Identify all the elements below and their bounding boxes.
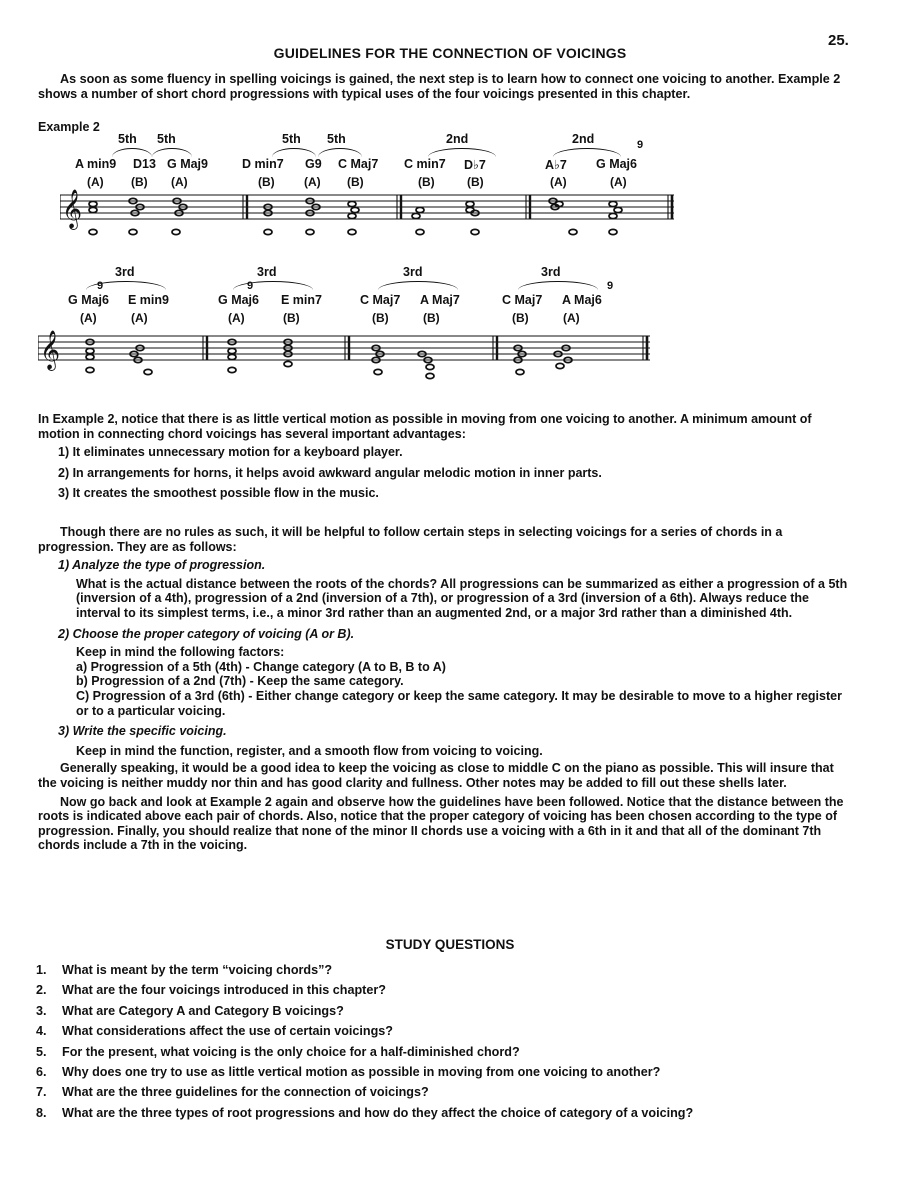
chord-noteheads	[89, 198, 622, 234]
interval-slur	[518, 281, 598, 290]
chord-symbol: E min7	[281, 293, 322, 307]
step-text: Keep in mind the function, register, and a smooth flow from voicing to voicing.	[76, 743, 543, 758]
voicing-category: (B)	[423, 311, 440, 325]
body-section	[38, 412, 852, 501]
question-item: 7. What are the three guidelines for the connection of voicings?	[36, 1085, 429, 1100]
question-item: 2. What are the four voicings introduced in this chapter?	[36, 983, 386, 998]
chord-superscript: 9	[637, 139, 644, 151]
chord-superscript: 9	[247, 280, 254, 292]
paragraph: Though there are no rules as such, it will be helpful to follow certain steps in selecting voicings for a series of chords in a progression. They are as follows:	[38, 525, 783, 554]
question-item: 1. What is meant by the term “voicing chords”?	[36, 963, 333, 977]
paragraph: Now go back and look at Example 2 again and observe how the guidelines have been followed. Notice that the distance between the roots is indicated above each pair of chords. Also, notice that the proper category of voicing has been chosen according to the type of progression. Finally, you should realize that none of the minor II chords use a voicing with a 6th in it and that all of the dominant 7th chords include a 7th in the voicing.	[38, 794, 844, 853]
voicing-category: (A)	[80, 311, 97, 325]
chord-symbol: G Maj6	[596, 157, 637, 171]
example-label: Example 2	[38, 120, 100, 134]
voicing-category: (B)	[467, 175, 484, 189]
voicing-category: (A)	[228, 311, 245, 325]
intro-paragraph: As soon as some fluency in spelling voicings is gained, the next step is to learn how to connect one voicing to another. Example 2 shows a number of short chord progressions with typical uses of the four voicings presented in this chapter.	[38, 72, 841, 101]
step-text: a) Progression of a 5th (4th) - Change category (A to B, B to A)	[76, 659, 446, 674]
question-item: 8. What are the three types of root progressions and how do they affect the choice of category of a voicing?	[36, 1105, 694, 1120]
chord-symbol: A min9	[75, 157, 117, 171]
chord-symbol: G9	[305, 157, 322, 171]
paragraph: In Example 2, notice that there is as little vertical motion as possible in moving from one voicing to another. A minimum amount of motion in connecting chord voicings has several important advantages:	[38, 412, 812, 441]
music-staff-row-1	[60, 185, 680, 245]
voicing-category: (A)	[563, 311, 580, 325]
step-heading: 3) Write the specific voicing.	[58, 724, 227, 739]
list-item: 3) It creates the smoothest possible flow in the music.	[58, 486, 379, 501]
voicing-category: (B)	[283, 311, 300, 325]
interval-slur	[152, 148, 192, 157]
chord-symbol: C Maj7	[502, 293, 543, 307]
voicing-category: (A)	[171, 175, 188, 189]
chord-symbol: A Maj7	[420, 293, 460, 307]
chord-symbol: C min7	[404, 157, 446, 171]
interval-label: 3rd	[115, 265, 135, 279]
chord-symbol: G Maj6	[68, 293, 109, 307]
chord-symbol: A Maj6	[562, 293, 602, 307]
step-text: What is the actual distance between the roots of the chords? All progressions can be summarized as either a progression of a 5th (inversion of a 4th), progression of a 2nd (inversion of a 7th), or progression of a 3rd (inversion of a 6th). Always reduce the interval to its simplest terms, i.e., a minor 3rd rather than an augmented 2nd, or a major 3rd rather than a diminished 4th.	[76, 576, 848, 620]
chord-symbol: A♭7	[545, 158, 567, 172]
question-item: 6. Why does one try to use as little vertical motion as possible in moving from one voicing to another?	[36, 1065, 661, 1080]
music-staff-row-2	[38, 320, 658, 390]
list-item: 1) It eliminates unnecessary motion for a keyboard player.	[58, 445, 403, 460]
chord-symbol: C Maj7	[360, 293, 401, 307]
interval-label: 3rd	[403, 265, 423, 279]
interval-label: 3rd	[541, 265, 561, 279]
steps-section	[38, 525, 852, 853]
voicing-category: (B)	[372, 311, 389, 325]
chord-symbol: E min9	[128, 293, 169, 307]
chord-symbol: C Maj7	[338, 157, 379, 171]
interval-slur	[428, 148, 496, 157]
step-heading: 2) Choose the proper category of voicing (A or B).	[58, 626, 355, 641]
study-questions-title: STUDY QUESTIONS	[385, 937, 515, 952]
interval-slur	[272, 148, 316, 157]
question-item: 4. What considerations affect the use of certain voicings?	[36, 1024, 393, 1039]
interval-label: 5th	[157, 132, 176, 146]
step-heading: 1) Analyze the type of progression.	[58, 558, 266, 573]
interval-label: 2nd	[572, 132, 595, 146]
interval-slur	[318, 148, 362, 157]
voicing-category: (B)	[512, 311, 529, 325]
voicing-category: (B)	[131, 175, 148, 189]
voicing-category: (A)	[304, 175, 321, 189]
interval-label: 5th	[327, 132, 346, 146]
voicing-category: (B)	[347, 175, 364, 189]
list-item: 2) In arrangements for horns, it helps avoid awkward angular melodic motion in inner parts.	[58, 465, 602, 480]
chord-superscript: 9	[607, 280, 614, 292]
voicing-category: (B)	[418, 175, 435, 189]
voicing-category: (A)	[87, 175, 104, 189]
chord-symbol: G Maj9	[167, 157, 208, 171]
chord-noteheads	[86, 339, 572, 378]
study-questions-list	[36, 960, 856, 1123]
interval-label: 3rd	[257, 265, 277, 279]
page-title: GUIDELINES FOR THE CONNECTION OF VOICINGS	[273, 45, 627, 61]
voicing-category: (A)	[610, 175, 627, 189]
page-number: 25.	[828, 32, 849, 49]
interval-slur	[112, 148, 152, 157]
voicing-category: (B)	[258, 175, 275, 189]
interval-slur	[233, 281, 313, 290]
question-item: 5. For the present, what voicing is the only choice for a half-diminished chord?	[36, 1044, 520, 1059]
interval-label: 2nd	[446, 132, 469, 146]
chord-symbol: G Maj6	[218, 293, 259, 307]
treble-clef-icon: 𝄞	[40, 330, 61, 370]
chord-symbol: D♭7	[464, 158, 486, 172]
step-text: Keep in mind the following factors:	[76, 645, 285, 660]
interval-label: 5th	[282, 132, 301, 146]
chord-symbol: D13	[133, 157, 156, 171]
question-item: 3. What are Category A and Category B voicings?	[36, 1003, 344, 1018]
interval-slur	[553, 148, 621, 157]
chord-superscript: 9	[97, 280, 104, 292]
treble-clef-icon: 𝄞	[62, 189, 83, 229]
voicing-category: (A)	[550, 175, 567, 189]
step-text: b) Progression of a 2nd (7th) - Keep the same category.	[76, 674, 404, 689]
chord-symbol: D min7	[242, 157, 284, 171]
interval-label: 5th	[118, 132, 137, 146]
voicing-category: (A)	[131, 311, 148, 325]
step-text: C) Progression of a 3rd (6th) - Either change category or keep the same category. It may be desirable to move to a higher register or to a particular voicing.	[76, 688, 842, 718]
interval-slur	[378, 281, 458, 290]
paragraph: Generally speaking, it would be a good idea to keep the voicing as close to middle C on the piano as possible. This will insure that the voicing is neither muddy nor thin and has good clarity and fullness. Other notes may be added to fill out these shells later.	[38, 761, 834, 790]
